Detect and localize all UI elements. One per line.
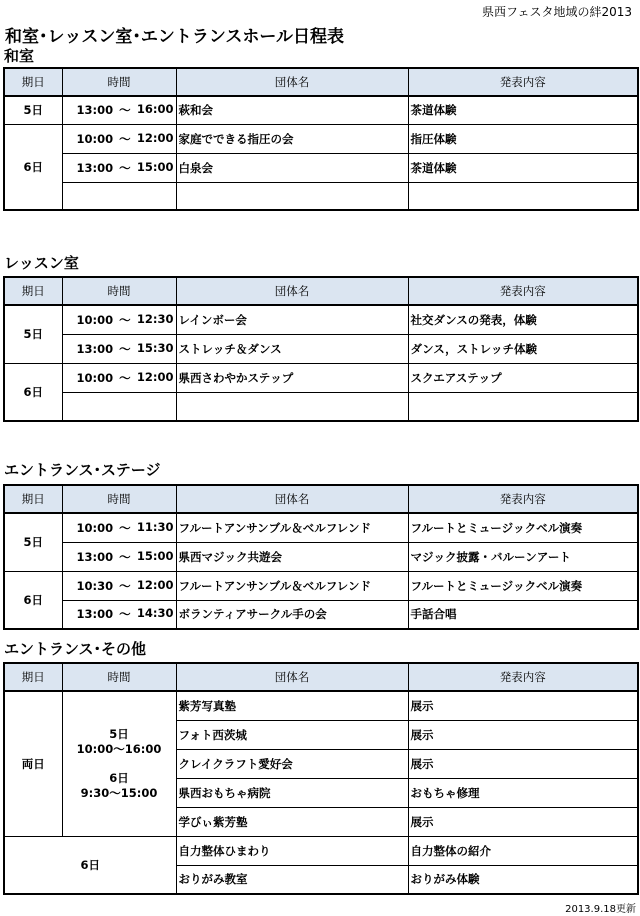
other-table <box>3 662 639 895</box>
end-time: 12:30 <box>136 311 174 326</box>
table-row <box>4 836 638 865</box>
table-row <box>4 153 638 182</box>
empty-cell <box>408 392 638 421</box>
stage-table <box>3 484 639 630</box>
empty-cell <box>176 182 408 210</box>
tilde: ～ <box>119 370 131 385</box>
end-time: 14:30 <box>136 606 174 621</box>
group-cell: 県西マジック共遊会 <box>176 542 408 571</box>
tilde: ～ <box>119 607 131 622</box>
content-cell: 手話合唱 <box>408 600 638 629</box>
section-heading-washitsu: 和室 <box>4 47 35 65</box>
content-cell: 展示 <box>408 691 638 720</box>
col-header-time: 時間 <box>62 277 176 305</box>
time-cell <box>62 124 176 153</box>
table-row <box>4 513 638 542</box>
content-cell: ダンス，ストレッチ体験 <box>408 334 638 363</box>
content-cell: 展示 <box>408 749 638 778</box>
start-time: 10:00 <box>76 370 114 385</box>
tilde: ～ <box>119 103 131 118</box>
time-day6-label: 6日 <box>109 770 129 785</box>
end-time: 12:00 <box>136 577 174 592</box>
col-header-group: 団体名 <box>176 663 408 691</box>
col-header-content: 発表内容 <box>408 277 638 305</box>
col-header-day: 期日 <box>4 68 62 96</box>
col-header-content: 発表内容 <box>408 663 638 691</box>
time-cell-both <box>62 691 176 836</box>
section-heading-stage: エントランス･ステージ <box>4 461 161 479</box>
day-cell: 5日 <box>4 96 62 124</box>
header-event-name: 県西フェスタ地域の絆2013 <box>482 5 632 19</box>
empty-cell <box>176 392 408 421</box>
start-time: 13:00 <box>76 103 114 118</box>
empty-cell <box>62 392 176 421</box>
group-cell: クレイクラフト愛好会 <box>176 749 408 778</box>
content-cell: スクエアステップ <box>408 363 638 392</box>
col-header-content: 発表内容 <box>408 485 638 513</box>
footer-updated: 2013.9.18更新 <box>565 904 636 915</box>
table-row <box>4 96 638 124</box>
tilde: ～ <box>119 341 131 356</box>
content-cell: 茶道体験 <box>408 96 638 124</box>
table-row <box>4 334 638 363</box>
lesson-table <box>3 276 639 422</box>
tilde: ～ <box>119 549 131 564</box>
table-row <box>4 691 638 720</box>
washitsu-table <box>3 67 639 211</box>
start-time: 13:00 <box>76 549 114 564</box>
content-cell: 社交ダンスの発表，体験 <box>408 305 638 334</box>
group-cell: 紫芳写真塾 <box>176 691 408 720</box>
empty-cell <box>62 182 176 210</box>
start-time: 13:00 <box>76 607 114 622</box>
group-cell: 県西さわやかステップ <box>176 363 408 392</box>
content-cell: フルートとミュージックベル演奏 <box>408 513 638 542</box>
col-header-day: 期日 <box>4 277 62 305</box>
time-cell <box>62 600 176 629</box>
day-cell: 5日 <box>4 305 62 363</box>
page-title: 和室･レッスン室･エントランスホール日程表 <box>5 27 344 47</box>
col-header-time: 時間 <box>62 485 176 513</box>
start-time: 10:30 <box>76 578 114 593</box>
start-time: 13:00 <box>76 341 114 356</box>
table-row <box>4 124 638 153</box>
start-time: 10:00 <box>76 131 114 146</box>
time-cell <box>62 542 176 571</box>
group-cell: ボランティアサークル手の会 <box>176 600 408 629</box>
section-heading-other: エントランス･その他 <box>4 640 147 658</box>
content-cell: 展示 <box>408 807 638 836</box>
group-cell: 学びぃ紫芳塾 <box>176 807 408 836</box>
group-cell: 萩和会 <box>176 96 408 124</box>
content-cell: 茶道体験 <box>408 153 638 182</box>
tilde: ～ <box>119 520 131 535</box>
content-cell: おりがみ体験 <box>408 865 638 894</box>
end-time: 12:00 <box>136 130 174 145</box>
group-cell: フルートアンサンブル＆ベルフレンド <box>176 571 408 600</box>
tilde: ～ <box>119 312 131 327</box>
time-day5-label: 5日 <box>109 726 129 741</box>
time-day5-range: 10:00～16:00 <box>76 741 162 756</box>
time-cell <box>62 334 176 363</box>
start-time: 13:00 <box>76 160 114 175</box>
end-time: 16:00 <box>136 102 174 117</box>
end-time: 11:30 <box>136 519 174 534</box>
end-time: 15:00 <box>136 548 174 563</box>
group-cell: フルートアンサンブル＆ベルフレンド <box>176 513 408 542</box>
group-cell: フォト西茨城 <box>176 720 408 749</box>
time-cell <box>62 363 176 392</box>
tilde: ～ <box>119 131 131 146</box>
col-header-time: 時間 <box>62 68 176 96</box>
tilde: ～ <box>119 160 131 175</box>
day-cell: 6日 <box>4 571 62 629</box>
day-cell: 6日 <box>4 363 62 421</box>
start-time: 10:00 <box>76 312 114 327</box>
end-time: 12:00 <box>136 369 174 384</box>
table-row <box>4 600 638 629</box>
day-cell: 6日 <box>4 124 62 210</box>
day-cell-both: 両日 <box>4 691 62 836</box>
content-cell: おもちゃ修理 <box>408 778 638 807</box>
table-row <box>4 305 638 334</box>
col-header-group: 団体名 <box>176 68 408 96</box>
table-row <box>4 363 638 392</box>
table-row-empty <box>4 392 638 421</box>
start-time: 10:00 <box>76 520 114 535</box>
time-cell <box>62 513 176 542</box>
group-cell: ストレッチ＆ダンス <box>176 334 408 363</box>
content-cell: 展示 <box>408 720 638 749</box>
table-row <box>4 571 638 600</box>
col-header-content: 発表内容 <box>408 68 638 96</box>
day-cell-6: 6日 <box>4 836 176 894</box>
time-cell <box>62 571 176 600</box>
day-cell: 5日 <box>4 513 62 571</box>
content-cell: 指圧体験 <box>408 124 638 153</box>
group-cell: 白泉会 <box>176 153 408 182</box>
col-header-day: 期日 <box>4 485 62 513</box>
table-row <box>4 542 638 571</box>
content-cell: フルートとミュージックベル演奏 <box>408 571 638 600</box>
group-cell: 自力整体ひまわり <box>176 836 408 865</box>
empty-cell <box>408 182 638 210</box>
time-cell <box>62 96 176 124</box>
col-header-group: 団体名 <box>176 277 408 305</box>
table-row-empty <box>4 182 638 210</box>
group-cell: おりがみ教室 <box>176 865 408 894</box>
col-header-day: 期日 <box>4 663 62 691</box>
group-cell: レインボー会 <box>176 305 408 334</box>
time-cell <box>62 305 176 334</box>
group-cell: 県西おもちゃ病院 <box>176 778 408 807</box>
content-cell: 自力整体の紹介 <box>408 836 638 865</box>
time-cell <box>62 153 176 182</box>
content-cell: マジック披露・バルーンアート <box>408 542 638 571</box>
col-header-group: 団体名 <box>176 485 408 513</box>
section-heading-lesson: レッスン室 <box>4 254 79 272</box>
end-time: 15:00 <box>136 159 174 174</box>
group-cell: 家庭でできる指圧の会 <box>176 124 408 153</box>
time-day6-range: 9:30～15:00 <box>80 785 158 800</box>
tilde: ～ <box>119 578 131 593</box>
col-header-time: 時間 <box>62 663 176 691</box>
end-time: 15:30 <box>136 340 174 355</box>
